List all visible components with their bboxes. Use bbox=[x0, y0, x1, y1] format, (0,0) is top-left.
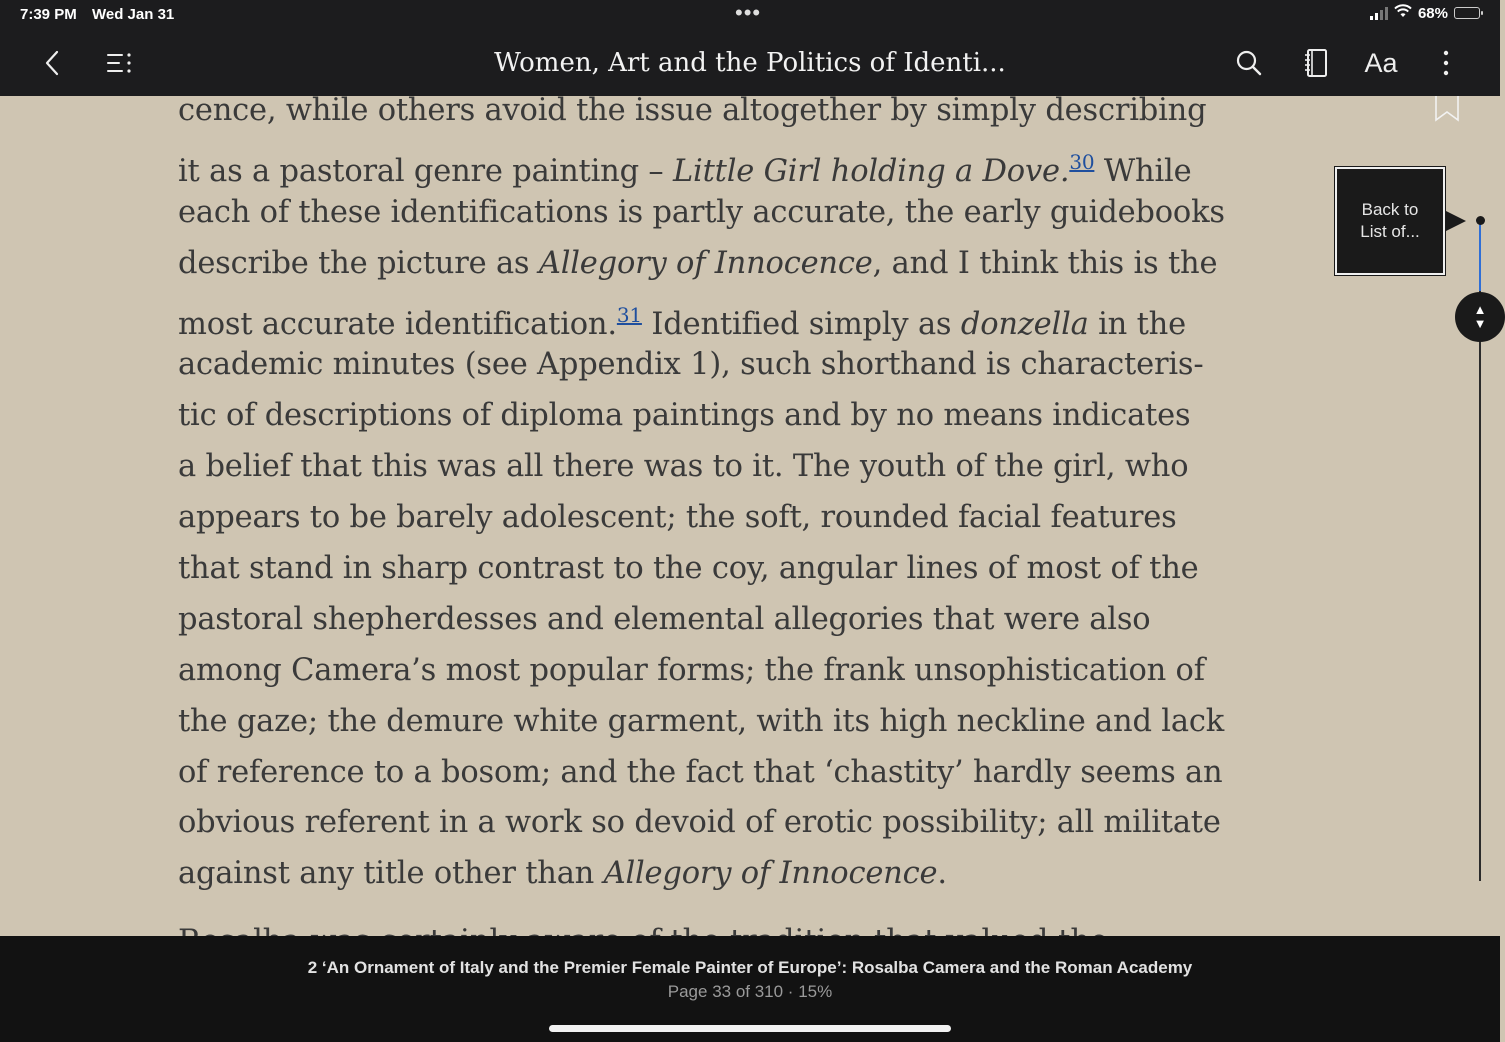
text-line bbox=[178, 595, 1303, 646]
body-text: , and I think this is the bbox=[872, 245, 1218, 281]
footnote-link[interactable]: 30 bbox=[1069, 149, 1095, 174]
scrubber-progress bbox=[1479, 221, 1481, 291]
body-text: it as a pastoral genre painting – bbox=[178, 153, 673, 189]
text-line bbox=[178, 239, 1303, 290]
italic-text: Little Girl holding a Dove. bbox=[672, 153, 1070, 189]
text-line bbox=[178, 544, 1303, 595]
back-to-pointer bbox=[1446, 211, 1466, 231]
battery-percent: 68% bbox=[1417, 4, 1448, 22]
body-text: most accurate identification. bbox=[178, 306, 617, 342]
top-bar bbox=[0, 0, 1500, 96]
font-settings-button[interactable]: Aa bbox=[1364, 47, 1398, 78]
chapter-title: 2 ‘An Ornament of Italy and the Premier Female Painter of Europe’: Rosalba Camera and the Roman Academy bbox=[307, 958, 1193, 977]
body-text: a belief that this was all there was to it. The youth of the girl, who bbox=[178, 449, 1189, 485]
body-text: of reference to a bosom; and the fact that ‘chastity’ hardly seems an bbox=[178, 754, 1223, 790]
body-text: each of these identifications is partly accurate, the early guidebooks bbox=[178, 194, 1225, 230]
text-line bbox=[178, 86, 1303, 137]
text-line bbox=[178, 340, 1303, 391]
body-text: . bbox=[937, 856, 947, 892]
body-text: tic of descriptions of diploma paintings and by no means indicates bbox=[178, 398, 1191, 434]
italic-text: donzella bbox=[960, 306, 1089, 342]
text-line bbox=[178, 188, 1303, 239]
battery-icon bbox=[1454, 7, 1480, 19]
italic-text: Allegory of Innocence bbox=[603, 856, 938, 892]
text-line bbox=[178, 849, 1303, 900]
next-paragraph-cut bbox=[178, 918, 1278, 936]
wifi-icon bbox=[1394, 4, 1412, 22]
text-line bbox=[178, 697, 1303, 748]
body-text: that stand in sharp contrast to the coy, angular lines of most of the bbox=[178, 551, 1199, 587]
status-time: 7:39 PM bbox=[20, 6, 77, 23]
scrubber-up-icon: ▲ bbox=[1473, 302, 1487, 317]
body-text: Identified simply as bbox=[641, 306, 961, 342]
text-line bbox=[178, 493, 1303, 544]
back-to-list-button[interactable] bbox=[1335, 167, 1445, 275]
back-to-line2: List of... bbox=[1360, 222, 1420, 241]
status-indicators bbox=[1370, 4, 1480, 22]
footnote-link[interactable]: 31 bbox=[616, 302, 642, 327]
text-line bbox=[178, 290, 1303, 341]
back-to-line1: Back to bbox=[1361, 200, 1419, 219]
search-icon[interactable] bbox=[1234, 44, 1264, 82]
body-text: academic minutes (see Appendix 1), such shorthand is characteris- bbox=[178, 347, 1204, 383]
notebook-icon[interactable] bbox=[1301, 44, 1331, 82]
body-text: the gaze; the demure white garment, with its high neckline and lack bbox=[178, 703, 1224, 739]
page-info: Page 33 of 310 · 15% bbox=[667, 982, 833, 1001]
text-line bbox=[178, 798, 1303, 849]
text-line bbox=[178, 646, 1303, 697]
home-indicator[interactable] bbox=[549, 1025, 951, 1032]
scrubber-down-icon: ▼ bbox=[1473, 316, 1487, 331]
bookmark-icon[interactable] bbox=[1434, 96, 1460, 127]
book-title[interactable]: Women, Art and the Politics of Identi... bbox=[494, 48, 1006, 78]
text-line bbox=[178, 442, 1303, 493]
body-text: among Camera’s most popular forms; the frank unsophistication of bbox=[178, 652, 1205, 688]
text-line bbox=[178, 391, 1303, 442]
body-text: appears to be barely adolescent; the soft, rounded facial features bbox=[178, 500, 1177, 536]
body-text: While bbox=[1094, 153, 1192, 189]
cellular-signal-icon bbox=[1370, 6, 1388, 20]
footer-bar bbox=[0, 936, 1500, 1042]
multitask-dots-icon[interactable]: ••• bbox=[735, 0, 762, 25]
body-text: pastoral shepherdesses and elemental allegories that were also bbox=[178, 601, 1151, 637]
text-line bbox=[178, 748, 1303, 799]
scrubber-origin-dot bbox=[1476, 216, 1485, 225]
body-text: describe the picture as bbox=[178, 245, 539, 281]
body-text: in the bbox=[1088, 306, 1186, 342]
italic-text: Allegory of Innocence bbox=[538, 245, 873, 281]
page-text[interactable] bbox=[178, 86, 1303, 900]
body-text: cence, while others avoid the issue altogether by simply describing bbox=[178, 93, 1207, 128]
body-text: against any title other than bbox=[178, 856, 604, 892]
more-icon[interactable] bbox=[1436, 44, 1456, 82]
body-text: obvious referent in a work so devoid of erotic possibility; all militate bbox=[178, 805, 1221, 841]
scrubber-thumb[interactable] bbox=[1455, 292, 1505, 342]
text-line bbox=[178, 137, 1303, 188]
status-date: Wed Jan 31 bbox=[92, 6, 175, 23]
